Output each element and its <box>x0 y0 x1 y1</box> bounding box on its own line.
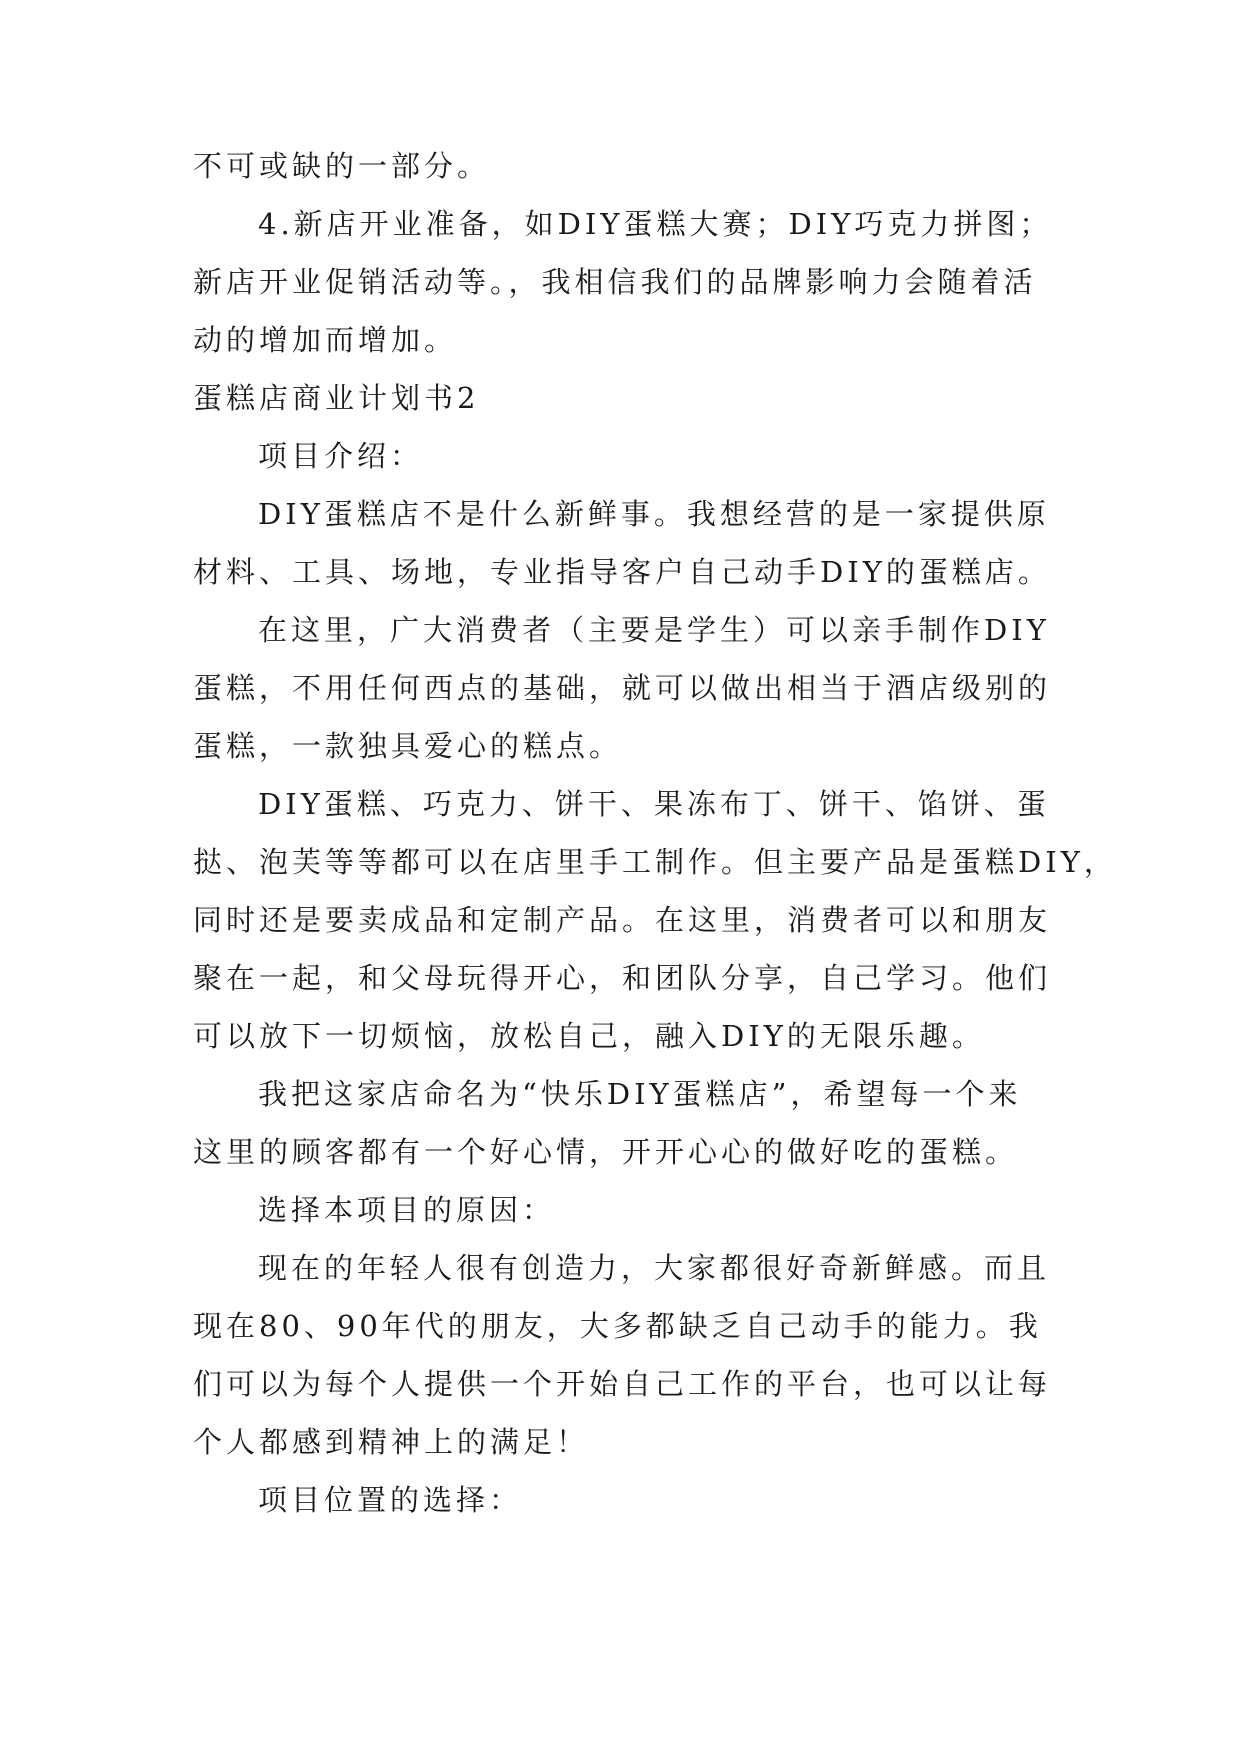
subheading-location: 项目位置的选择： <box>258 1483 523 1517</box>
paragraph-line: 动的增加而增加。 <box>193 323 458 357</box>
paragraph-line: 材料、工具、场地，专业指导客户自己动手DIY的蛋糕店。 <box>193 555 1051 589</box>
paragraph-line: 同时还是要卖成品和定制产品。在这里，消费者可以和朋友 <box>193 903 1052 937</box>
paragraph-line: 4.新店开业准备，如DIY蛋糕大赛；DIY巧克力拼图； <box>258 207 1053 241</box>
paragraph-line: 挞、泡芙等等都可以在店里手工制作。但主要产品是蛋糕DIY， <box>193 845 1117 879</box>
paragraph-line: DIY蛋糕店不是什么新鲜事。我想经营的是一家提供原 <box>258 497 1050 531</box>
section-heading: 蛋糕店商业计划书2 <box>193 381 480 415</box>
paragraph-line: DIY蛋糕、巧克力、饼干、果冻布丁、饼干、馅饼、蛋 <box>258 787 1050 821</box>
paragraph-line: 不可或缺的一部分。 <box>193 149 491 183</box>
paragraph-line: 这里的顾客都有一个好心情，开开心心的做好吃的蛋糕。 <box>193 1135 1019 1169</box>
paragraph-line: 在这里，广大消费者（主要是学生）可以亲手制作DIY <box>258 613 1050 647</box>
paragraph-line: 们可以为每个人提供一个开始自己工作的平台，也可以让每 <box>193 1367 1052 1401</box>
paragraph-line: 现在80、90年代的朋友，大多都缺乏自己动手的能力。我 <box>193 1309 1042 1343</box>
paragraph-line: 可以放下一切烦恼，放松自己，融入DIY的无限乐趣。 <box>193 1019 985 1053</box>
paragraph-line: 个人都感到精神上的满足！ <box>193 1425 590 1459</box>
document-body <box>193 137 1117 1529</box>
subheading-project-intro: 项目介绍： <box>258 439 424 473</box>
paragraph-line: 蛋糕，一款独具爱心的糕点。 <box>193 729 623 763</box>
paragraph-line: 聚在一起，和父母玩得开心，和团队分享，自己学习。他们 <box>193 961 1052 995</box>
paragraph-line: 现在的年轻人很有创造力，大家都很好奇新鲜感。而且 <box>258 1251 1051 1285</box>
paragraph-line: 我把这家店命名为“快乐DIY蛋糕店”，希望每一个来 <box>258 1077 1022 1111</box>
paragraph-line: 蛋糕，不用任何西点的基础，就可以做出相当于酒店级别的 <box>193 671 1052 705</box>
paragraph-line: 新店开业促销活动等。，我相信我们的品牌影响力会随着活 <box>193 265 1037 299</box>
subheading-reasons: 选择本项目的原因： <box>258 1193 556 1227</box>
